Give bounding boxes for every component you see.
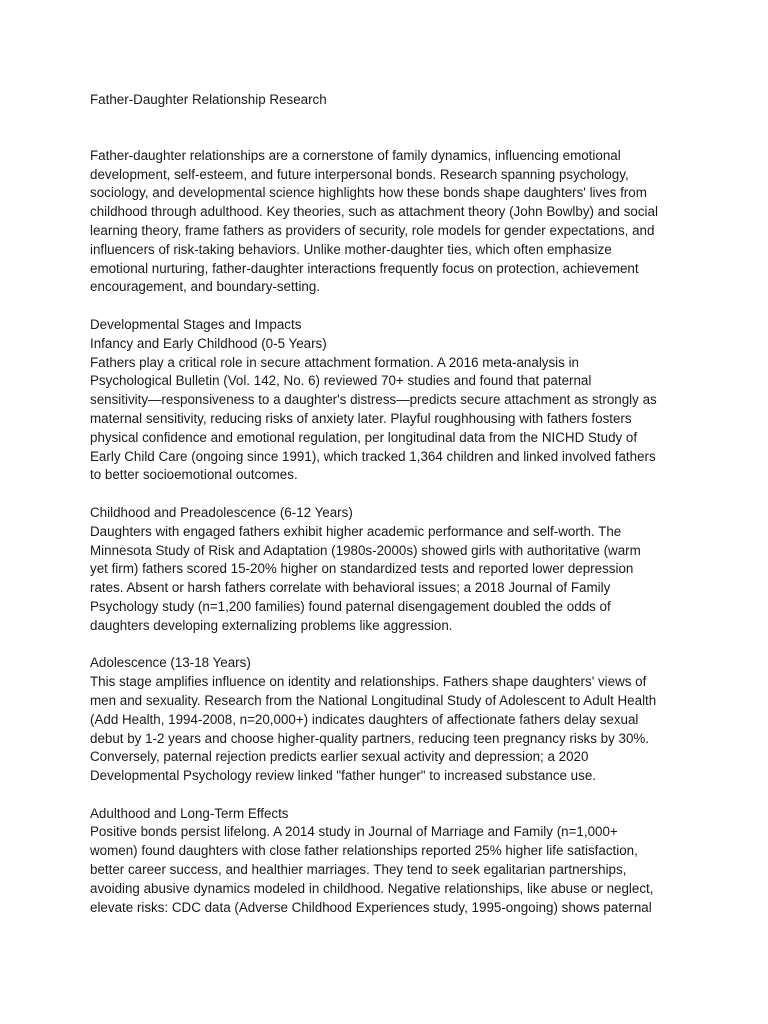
stage-line: elevate risks: CDC data (Adverse Childhood Experiences study, 1995-ongoing) shows paternal	[90, 899, 652, 915]
stage-line: Developmental Psychology review linked "father hunger" to increased substance use.	[90, 768, 596, 784]
stage-line: Fathers play a critical role in secure attachment formation. A 2016 meta-analysis in	[90, 354, 579, 370]
stage-heading: Adolescence (13-18 Years)	[90, 655, 251, 671]
stage-line: women) found daughters with close father relationships reported 25% higher life satisfaction,	[90, 843, 638, 859]
stage-line: sensitivity—responsiveness to a daughter's distress—predicts secure attachment as strongly as	[90, 392, 657, 408]
document-page	[90, 91, 690, 936]
stage-line: Conversely, paternal rejection predicts earlier sexual activity and depression; a 2020	[90, 749, 589, 765]
intro-line: encouragement, and boundary-setting.	[90, 279, 321, 295]
intro-line: childhood through adulthood. Key theories, such as attachment theory (John Bowlby) and social	[90, 204, 658, 220]
intro-line: emotional nurturing, father-daughter interactions frequently focus on protection, achievement	[90, 260, 639, 276]
stage-line: Minnesota Study of Risk and Adaptation (1980s-2000s) showed girls with authoritative (warm	[90, 542, 641, 558]
stage-infancy	[90, 316, 690, 485]
stage-line: avoiding abusive dynamics modeled in childhood. Negative relationships, like abuse or neglect,	[90, 880, 654, 896]
intro-line: influencers of risk-taking behaviors. Unlike mother-daughter ties, which often emphasize	[90, 241, 612, 257]
section-heading: Developmental Stages and Impacts	[90, 316, 302, 332]
stage-line: This stage amplifies influence on identity and relationships. Fathers shape daughters' views of	[90, 674, 647, 690]
stage-line: rates. Absent or harsh fathers correlate with behavioral issues; a 2018 Journal of Family	[90, 580, 611, 596]
stage-heading: Infancy and Early Childhood (0-5 Years)	[90, 335, 327, 351]
stage-line: Positive bonds persist lifelong. A 2014 study in Journal of Marriage and Family (n=1,000+	[90, 824, 618, 840]
stage-line: Early Child Care (ongoing since 1991), which tracked 1,364 children and linked involved fathers	[90, 448, 656, 464]
stage-line: men and sexuality. Research from the National Longitudinal Study of Adolescent to Adult Health	[90, 692, 657, 708]
intro-line: learning theory, frame fathers as providers of security, role models for gender expectations, and	[90, 222, 655, 238]
stage-heading: Adulthood and Long-Term Effects	[90, 805, 289, 821]
intro-line: development, self-esteem, and future interpersonal bonds. Research spanning psychology,	[90, 166, 629, 182]
stage-line: yet firm) fathers scored 15-20% higher on standardized tests and reported lower depression	[90, 561, 634, 577]
intro-line: sociology, and developmental science highlights how these bonds shape daughters' lives from	[90, 185, 647, 201]
stage-line: to better socioemotional outcomes.	[90, 467, 298, 483]
stage-line: Daughters with engaged fathers exhibit higher academic performance and self-worth. The	[90, 523, 622, 539]
intro-paragraph	[90, 147, 690, 297]
stage-adulthood	[90, 805, 690, 918]
stage-line: daughters developing externalizing problems like aggression.	[90, 617, 453, 633]
document-title: Father-Daughter Relationship Research	[90, 92, 327, 107]
stage-line: better career success, and healthier marriages. They tend to seek egalitarian partnerships,	[90, 862, 627, 878]
stage-line: physical confidence and emotional regulation, per longitudinal data from the NICHD Study of	[90, 429, 638, 445]
stage-line: (Add Health, 1994-2008, n=20,000+) indicates daughters of affectionate fathers delay sexual	[90, 711, 639, 727]
stage-childhood	[90, 504, 690, 636]
stage-line: Psychology study (n=1,200 families) found paternal disengagement doubled the odds of	[90, 598, 611, 614]
stage-heading: Childhood and Preadolescence (6-12 Years)	[90, 504, 353, 520]
stage-adolescence	[90, 654, 690, 786]
intro-line: Father-daughter relationships are a cornerstone of family dynamics, influencing emotional	[90, 147, 621, 163]
stage-line: maternal sensitivity, reducing risks of anxiety later. Playful roughhousing with fathers fosters	[90, 410, 632, 426]
stage-line: Psychological Bulletin (Vol. 142, No. 6) reviewed 70+ studies and found that paternal	[90, 373, 592, 389]
stage-line: debut by 1-2 years and choose higher-quality partners, reducing teen pregnancy risks by 30%.	[90, 730, 650, 746]
